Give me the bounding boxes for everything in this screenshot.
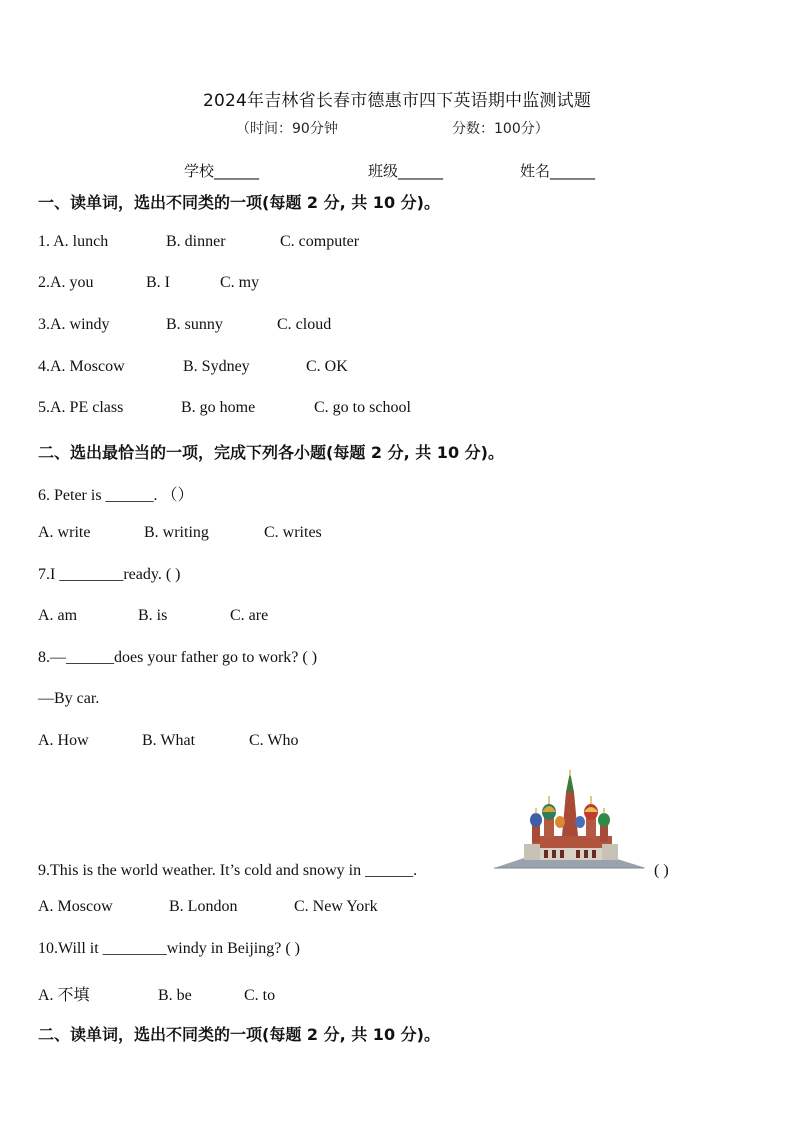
option-c: C. go to school	[314, 399, 411, 416]
option-a: A. How	[38, 732, 89, 749]
option-c: C. my	[220, 274, 260, 291]
question-10-options	[38, 982, 275, 1005]
question-8-stem: 8.—______does your father go to work? ( )	[38, 649, 318, 666]
page-title: 2024年吉林省长春市德惠市四下英语期中监测试题	[202, 91, 592, 111]
option-c: C. writes	[264, 524, 322, 541]
school-field: 学校______	[184, 162, 260, 180]
option-b: B. Sydney	[183, 358, 250, 375]
option-b: B. I	[146, 274, 170, 291]
section-3-title: 二、读单词，选出不同类的一项(每题 2 分, 共 10 分)。	[38, 1025, 440, 1044]
option-b: B. dinner	[166, 233, 226, 250]
option-b: B. What	[142, 732, 196, 749]
option-a: A. write	[38, 524, 91, 541]
exam-score: 分数：100分）	[452, 121, 549, 137]
option-a: A. Moscow	[38, 898, 113, 915]
option-b: B. is	[138, 607, 168, 624]
option-a: 3.A. windy	[38, 316, 110, 333]
section-1-title: 一、读单词，选出不同类的一项(每题 2 分, 共 10 分)。	[38, 193, 440, 212]
question-9-options	[38, 898, 378, 916]
question-9-answer-paren: ( )	[654, 862, 669, 879]
option-a: 2.A. you	[38, 274, 94, 291]
option-b: B. sunny	[166, 316, 223, 333]
option-c: C. computer	[280, 233, 360, 250]
option-c: C. to	[244, 987, 276, 1004]
question-8-options	[38, 732, 298, 750]
option-c: C. Who	[249, 732, 299, 749]
option-c: C. OK	[306, 358, 348, 375]
question-7-stem: 7.I ________ready. ( )	[38, 566, 181, 583]
question-1	[38, 233, 359, 251]
question-8-reply: —By car.	[38, 690, 100, 707]
question-6-options	[38, 524, 322, 542]
question-7-options	[38, 607, 268, 625]
option-a: 5.A. PE class	[38, 399, 124, 416]
exam-time: （时间：90分钟	[236, 121, 338, 137]
option-a: 4.A. Moscow	[38, 358, 125, 375]
question-9-stem: 9.This is the world weather. It’s cold and snowy in ______.	[38, 862, 418, 879]
question-4	[38, 358, 348, 376]
class-field: 班级______	[368, 162, 444, 180]
option-a: A. 不填	[38, 987, 90, 1004]
question-3	[38, 316, 331, 334]
question-5	[38, 399, 411, 417]
option-b: B. writing	[144, 524, 209, 541]
option-a: A. am	[38, 607, 78, 624]
option-c: C. cloud	[277, 316, 332, 333]
st-basil-cathedral-illustration	[494, 770, 646, 870]
name-field: 姓名______	[520, 162, 596, 180]
question-10-stem: 10.Will it ________windy in Beijing? ( )	[38, 940, 300, 957]
option-c: C. are	[230, 607, 269, 624]
question-2	[38, 274, 259, 292]
question-6-stem: 6. Peter is ______. （）	[38, 487, 194, 504]
option-a: 1. A. lunch	[38, 233, 109, 250]
option-b: B. be	[158, 987, 192, 1004]
option-c: C. New York	[294, 898, 378, 915]
option-b: B. go home	[181, 399, 256, 416]
section-2-title: 二、选出最恰当的一项，完成下列各小题(每题 2 分, 共 10 分)。	[38, 443, 504, 462]
option-b: B. London	[169, 898, 238, 915]
